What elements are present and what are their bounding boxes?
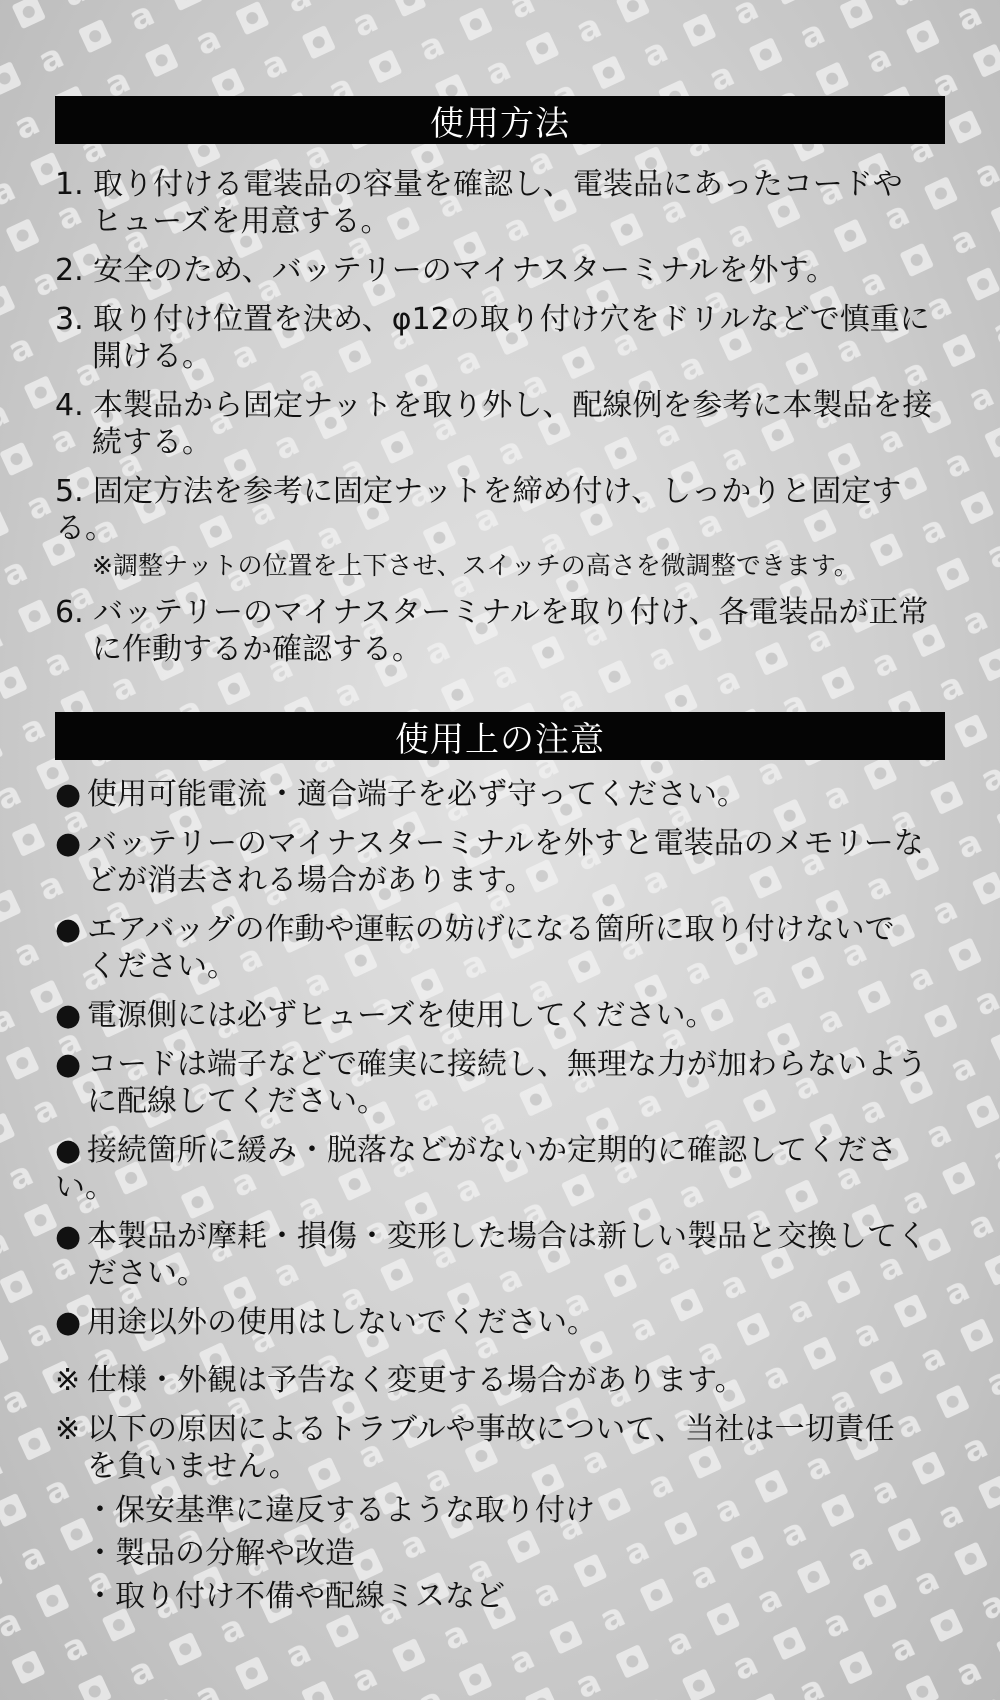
- caution-item-3: ● エアバッグの作動や運転の妨げになる箇所に取り付けないで ください。: [55, 912, 895, 984]
- usage-section-title: 使用方法: [430, 103, 570, 144]
- usage-step-2: 2. 安全のため、バッテリーのマイナスターミナルを外す。: [55, 253, 837, 288]
- cautions-section-header: [55, 712, 945, 760]
- usage-step-1: 1. 取り付ける電装品の容量を確認し、電装品にあったコードや ヒューズを用意する。: [55, 167, 903, 239]
- caution-item-7: ● 本製品が摩耗・損傷・変形した場合は新しい製品と交換してく ださい。: [55, 1219, 927, 1291]
- disclaimer-cause-list: [85, 1489, 945, 1618]
- usage-step-5-note: ※調整ナットの位置を上下させ、スイッチの高さを微調整できます。: [92, 551, 859, 580]
- usage-step-4: 4. 本製品から固定ナットを取り外し、配線例を参考に本製品を接 続する。: [55, 388, 933, 460]
- caution-item-1: ● 使用可能電流・適合端子を必ず守ってください。: [55, 777, 747, 812]
- caution-item-4: ● 電源側には必ずヒューズを使用してください。: [55, 998, 716, 1033]
- usage-step-3: 3. 取り付け位置を決め、φ12の取り付け穴をドリルなどで慎重に 開ける。: [55, 302, 930, 374]
- disclaimer-notes-list: [55, 1362, 955, 1485]
- caution-item-5: ● コードは端子などで確実に接続し、無理な力が加わらないよう に配線してください。: [55, 1047, 927, 1119]
- cause-item-2: ・製品の分解や改造: [85, 1536, 355, 1571]
- usage-step-6: 6. バッテリーのマイナスターミナルを取り付け、各電装品が正常 に作動するか確認する。: [55, 595, 929, 667]
- cautions-list: [55, 776, 955, 1341]
- disclaimer-note-2: ※ 以下の原因によるトラブルや事故について、当社は一切責任 を負いません。: [55, 1412, 895, 1484]
- caution-item-6: ● 接続箇所に緩み・脱落などがないか定期的に確認してください。: [55, 1133, 897, 1205]
- cautions-section-title: 使用上の注意: [395, 719, 605, 760]
- cause-item-3: ・取り付け不備や配線ミスなど: [85, 1579, 505, 1614]
- disclaimer-note-1: ※ 仕様・外観は予告なく変更する場合があります。: [55, 1363, 745, 1398]
- caution-item-8: ● 用途以外の使用はしないでください。: [55, 1305, 597, 1340]
- caution-item-2: ● バッテリーのマイナスターミナルを外すと電装品のメモリーな どが消去される場合があります。: [55, 826, 924, 898]
- usage-step-5: 5. 固定方法を参考に固定ナットを締め付け、しっかりと固定する。 ※調整ナットの位置を上下させ、スイッチの高さを微調整できます。: [55, 473, 955, 582]
- usage-steps-list: [55, 166, 955, 668]
- usage-section-header: [55, 96, 945, 144]
- cause-item-1: ・保安基準に違反するような取り付け: [85, 1493, 595, 1528]
